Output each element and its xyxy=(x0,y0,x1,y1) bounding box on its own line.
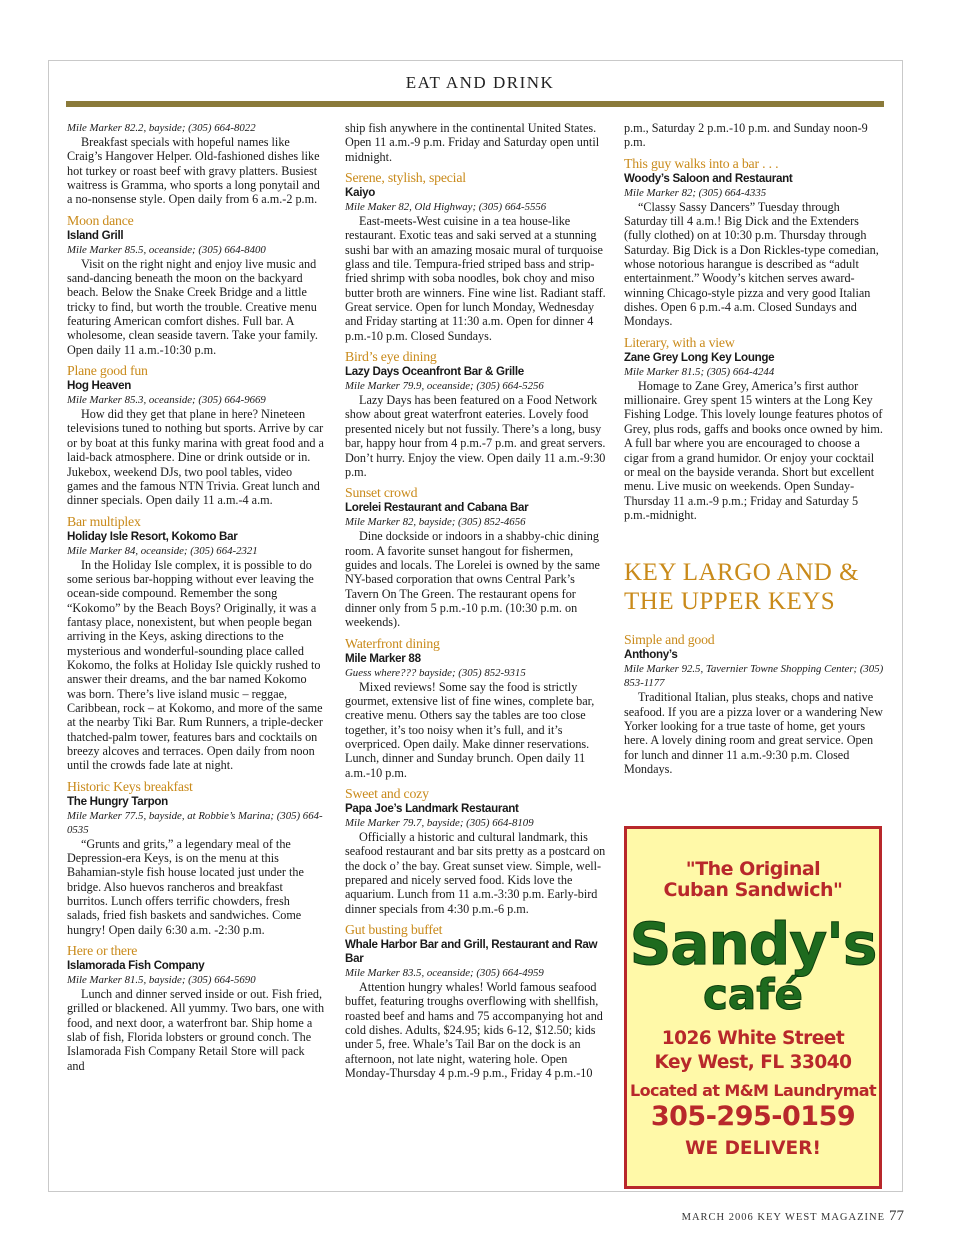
listing-marker: Mile Marker 85.3, oceanside; (305) 664-9669 xyxy=(67,394,266,407)
listing-heading: Sweet and cozy xyxy=(345,786,429,801)
ad-city: Key West, FL 33040 xyxy=(654,1052,852,1073)
listing-marker: Mile Marker 83.5, oceanside; (305) 664-4959 xyxy=(345,967,544,980)
sandys-cafe-ad xyxy=(624,826,882,1189)
restaurant-name: Woody’s Saloon and Restaurant xyxy=(624,171,793,185)
column-1 xyxy=(67,121,325,1073)
listing-body: Attention hungry whales! World famous seafood buffet, featuring troughs overflowing with shellfish, roasted beef and hams and 75 accompanying hot and cold dishes. Adults, $24.95; kids 6-12, $12.50; kids under 5, free. Whale’s Tail Bar on the dock is an afternoon, not late night, watering hole. Open Monday-Thursday 4 p.m.-9 p.m., Friday 4 p.m.-10 xyxy=(345,980,603,1081)
listing-body: East-meets-West cuisine in a tea house-like restaurant. Exotic teas and saki served at a stunning sushi bar with an amazing mosaic mural of turquoise glass and tile. Tempura-fried striped bass and strip-fried shrimp with soba noodles, bok choy and miso butter broth are winners. Fine wine list. Radiant staff. Great service. Open for lunch Monday, Wednesday and Friday starting at 11:30 a.m. Open for dinner 4 p.m.-10 p.m. Closed Sundays. xyxy=(345,214,606,343)
listing-marker: Guess where??? bayside; (305) 852-9315 xyxy=(345,666,526,679)
listing-marker: Mile Marker 85.5, oceanside; (305) 664-8400 xyxy=(67,243,266,256)
listing-marker: Mile Marker 79.9, oceanside; (305) 664-5256 xyxy=(345,380,544,393)
listing-body: Breakfast specials with hopeful names like Craig’s Hangover Helper. Old-fashioned dishes like hot turkey or roast beef with gravy platters. Busiest waitress is Gramma, who sports a long ponytail and a no-nonsense style. Open daily from 6 a.m.-2 p.m. xyxy=(67,135,320,207)
ad-logo: café xyxy=(703,970,803,1019)
listing-body: Visit on the right night and enjoy live music and sand-dancing beneath the moon on the backyard beach. Below the Snake Creek Bridge and a little tricky to find, but worth the trouble. Creative menu featuring American comfort dishes. Full bar. A wholesome, clean seaside tavern. Take your family. Open daily 11 a.m.-10:30 p.m. xyxy=(67,256,318,357)
listing-heading: Bar multiplex xyxy=(67,513,141,529)
footer-text: MARCH 2006 KEY WEST MAGAZINE xyxy=(681,1212,885,1223)
listing-marker: Mile Marker 84, oceanside; (305) 664-2321 xyxy=(67,544,258,557)
listing-body: “Grunts and grits,” a legendary meal of the Depression-era Keys, is on the menu at this Bahamian-style fish house located just under the bridge. Also huevos rancheros and breakfast burritos. Lunch offers terrific chowders, fresh salads, fried fish baskets and sandwiches. Come hungry! Open daily 6:30 a.m. -2:30 p.m. xyxy=(67,836,304,937)
listing-marker: Mile Marker 82.2, bayside; (305) 664-8022 xyxy=(67,122,256,134)
listing-body: Lazy Days has been featured on a Food Network show about great waterfront eateries. Lovely food presented nicely but not fussily. There’s a long, busy bar, happy hour from 4 p.m.-7 p.m. and great servers. Don’t hurry. Enjoy the view. Open daily 11 a.m.-9:30 p.m. xyxy=(345,393,606,479)
listing-marker: Mile Marker 82; (305) 664-4335 xyxy=(624,186,767,199)
listing-marker: Mile Marker 81.5; (305) 664-4244 xyxy=(624,365,775,378)
listing-heading: Historic Keys breakfast xyxy=(67,778,193,794)
section-title: EAT AND DRINK xyxy=(405,73,555,92)
listing-heading: Serene, stylish, special xyxy=(345,170,466,186)
restaurant-name: Whale Harbor Bar and Grill, Restaurant and Raw Bar xyxy=(345,938,598,966)
column-3 xyxy=(624,121,886,776)
ad-address: 1026 White Street xyxy=(661,1028,845,1049)
listing-heading: Plane good fun xyxy=(67,363,148,379)
listing-body: Dine dockside or indoors in a shabby-chic dining room. A favorite sunset hangout for fishermen, guides and locals. The Lorelei is owned by the same NY-based corporation that owns Central Park’s Tavern On The Green. The restaurant opens for dinner only from 5 p.m.-10 p.m. (10:30 p.m. on weekends). xyxy=(345,529,600,630)
listing-heading: Here or there xyxy=(67,943,138,959)
restaurant-name: Holiday Isle Resort, Kokomo Bar xyxy=(67,529,238,543)
listing-marker: Mile Marker 79.7, bayside; (305) 664-8109 xyxy=(345,817,534,829)
listing-marker: Mile Maker 82, Old Highway; (305) 664-5556 xyxy=(345,201,547,214)
ad-tagline: "The Original xyxy=(685,858,821,880)
listing-heading: Bird’s eye dining xyxy=(345,349,437,365)
column-2 xyxy=(345,121,607,1080)
listing-heading: Simple and good xyxy=(624,632,715,648)
restaurant-name: Papa Joe’s Landmark Restaurant xyxy=(345,802,519,815)
ad-delivery: WE DELIVER! xyxy=(685,1138,821,1159)
listing-marker: Mile Marker 82, bayside; (305) 852-4656 xyxy=(345,516,526,529)
listing-heading: Gut busting buffet xyxy=(345,922,443,938)
listing-heading: Sunset crowd xyxy=(345,485,418,501)
listing-body: Homage to Zane Grey, America’s first author millionaire. Grey spent 15 winters at the Long Key Fishing Lodge. This lovely lounge features photos of Grey, plus rods, gaffs and books once owned by him. A full bar where you are encouraged to choose a cigar from a grand humidor. Or enjoy your cocktail or meal on the bayside veranda. Short but excellent menu. Live music on weekends. Open Sunday-Thursday 11 a.m.-9 p.m.; Friday and Saturday 5 p.m.-midnight. xyxy=(624,378,883,522)
listing-body: Officially a historic and cultural landmark, this seafood restaurant and bar sits pretty as a postcard on the dock o’ the bay. Great sunset view. Simple, well-prepared and nicely served food. Kids love the aquarium. Lunch from 11 a.m.-3:30 p.m. Early-bird dinner specials from 4:30 p.m.-6 p.m. xyxy=(345,830,606,916)
ad-location: Located at M&M Laundrymat xyxy=(629,1081,877,1100)
ad-phone: 305-295-0159 xyxy=(650,1101,856,1132)
restaurant-name: Mile Marker 88 xyxy=(345,651,421,665)
listing-heading: This guy walks into a bar . . . xyxy=(624,155,779,171)
header-rule xyxy=(66,101,884,107)
restaurant-name: Islamorada Fish Company xyxy=(67,959,205,973)
listing-body: “Classy Sassy Dancers” Tuesday through Saturday till 4 a.m.! Big Dick and the Extenders (fully clothed) on at 10:30 p.m. Thursday through Saturday. Big Dick is a Don Rickles-type comedian, whose notorious harangue is described as “adult entertainment.” Woody’s kitchen serves award-winning Chicago-style pizza and very good Italian dishes. Open 6 p.m.-4 a.m. Closed Sundays and Mondays. xyxy=(624,199,879,329)
restaurant-name: Hog Heaven xyxy=(67,379,132,393)
listing-marker: Mile Marker 92.5, Tavernier Towne Shopping Center; (305) 853-1177 xyxy=(624,663,884,690)
ad-logo: Sandy's xyxy=(629,910,877,978)
restaurant-name: Lazy Days Oceanfront Bar & Grille xyxy=(345,365,524,379)
region-heading: KEY LARGO AND & THE UPPER KEYS xyxy=(624,559,860,616)
restaurant-name: Zane Grey Long Key Lounge xyxy=(624,350,775,364)
restaurant-name: Island Grill xyxy=(67,228,124,242)
ad-tagline: Cuban Sandwich" xyxy=(663,879,843,901)
listing-body: Mixed reviews! Some say the food is strictly gourmet, extensive list of fine wines, complete bar, creative menu. Others say the tables are too close together, it’s too noisy when it’s full, and it’s overpriced. Open daily. Make dinner reservations. Lunch, dinner and Sunday brunch. Open daily 11 a.m.-10 p.m. xyxy=(345,679,595,780)
listing-heading: Literary, with a view xyxy=(624,334,735,350)
restaurant-name: The Hungry Tarpon xyxy=(67,794,168,808)
listing-body: p.m., Saturday 2 p.m.-10 p.m. and Sunday noon-9 p.m. xyxy=(624,121,868,150)
listing-body: Lunch and dinner served inside or out. Fish fried, grilled or blackened. All yummy. Two bars, one with food, and next door, a waterfront bar. Ship home a slab of fish, Florida lobsters or ground conch. The Islamorada Fish Company Retail Store will pack and xyxy=(67,987,325,1073)
listing-marker: Mile Marker 77.5, bayside, at Robbie’s Marina; (305) 664-0535 xyxy=(67,809,323,836)
restaurant-name: Kaiyo xyxy=(345,186,376,200)
page-number: 77 xyxy=(889,1208,904,1224)
listing-body: ship fish anywhere in the continental United States. Open 11 a.m.-9 p.m. Friday and Saturday open until midnight. xyxy=(345,121,600,164)
listing-heading: Moon dance xyxy=(67,212,134,228)
listing-body: In the Holiday Isle complex, it is possible to do some serious bar-hopping without ever leaving the ocean-side compound. Remember the song “Kokomo” by the Beach Boys? Originally, it was a fantasy place, nonexistent, but when people began arriving in the Keys, asking directions to the mysterious and wonderful-sounding place called Kokomo, the folks at Holiday Isle quickly rushed to answer their dreams, and the bar named Kokomo was born. There’s live island music – reggae, Caribbean, rock – at Kokomo, and more of the same at the nearby Tiki Bar. Rum Runners, a triple-decker thatched-palm tower, features bars and cocktails on breezy alcoves and terraces. Open daily from noon until the crowds fade late at night. xyxy=(67,557,323,773)
listing-body: Traditional Italian, plus steaks, chops and native seafood. If you are a pizza lover or a wandering New Yorker looking for a true taste of home, get yours here. A lovely dining room and great service. Open for lunch and dinner 11 a.m.-9:30 p.m. Closed Mondays. xyxy=(624,690,883,776)
listing-marker: Mile Marker 81.5, bayside; (305) 664-5690 xyxy=(67,974,256,987)
restaurant-name: Lorelei Restaurant and Cabana Bar xyxy=(345,501,529,515)
page-footer xyxy=(682,1208,904,1225)
listing-heading: Waterfront dining xyxy=(345,635,440,651)
restaurant-name: Anthony’s xyxy=(624,648,678,662)
listing-body: How did they get that plane in here? Nineteen televisions tuned to nothing but sports. Arrive by car or by boat at this funky marina with great food and a laid-back atmosphere. Dine or drink outside or in. Jukebox, weekend DJs, two pool tables, video games and the famous NTN Trivia. Great lunch and dinner specials. Open daily 11 a.m.-4 a.m. xyxy=(67,407,324,508)
